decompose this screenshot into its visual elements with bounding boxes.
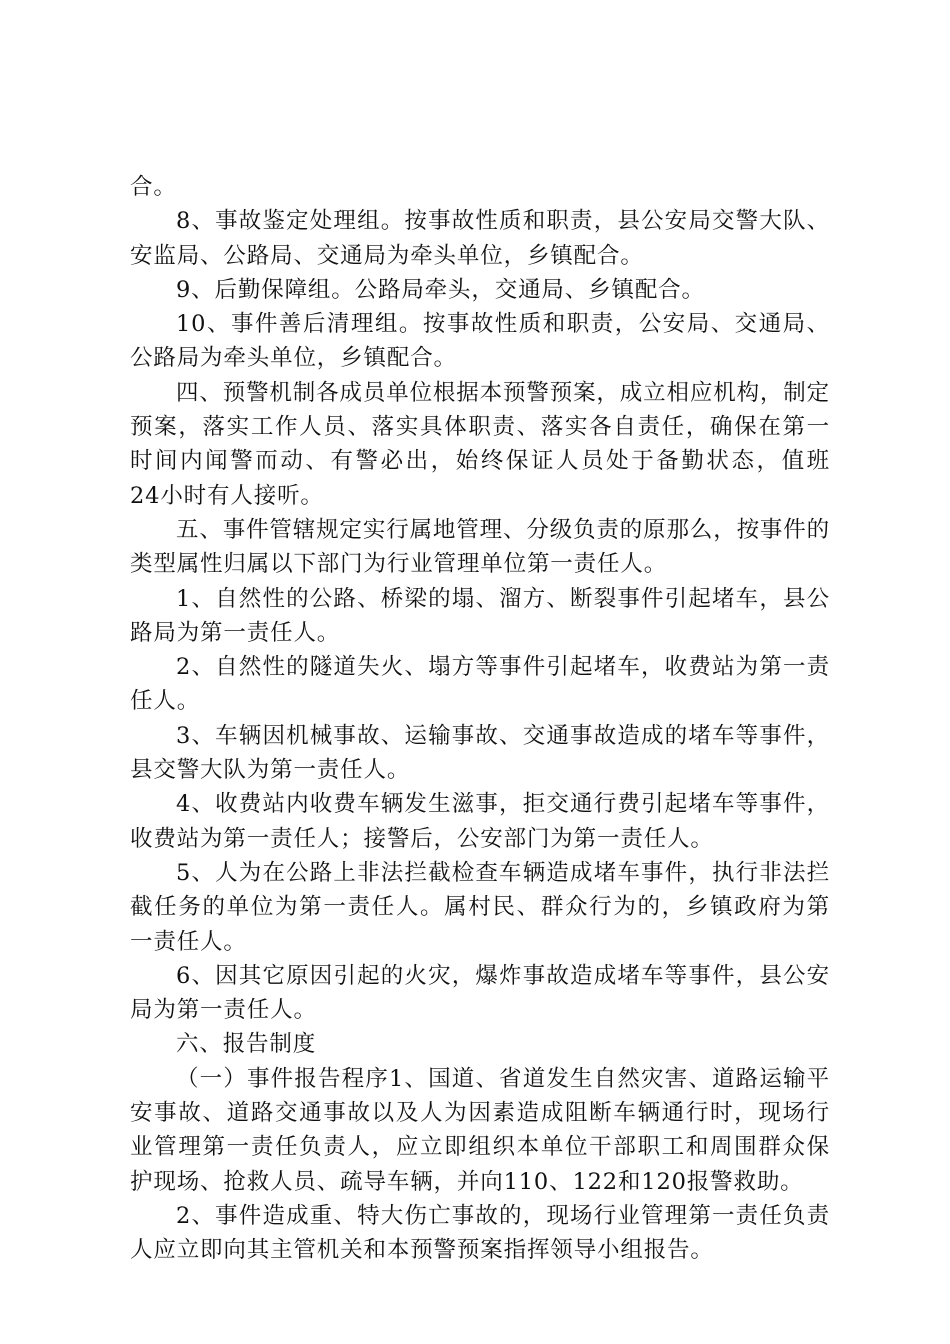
section-heading-6: 六、报告制度 — [176, 1031, 317, 1058]
paragraph-item-9: 9、后勤保障组。公路局牵头，交通局、乡镇配合。 — [176, 276, 705, 303]
paragraph-item-2: 2、自然性的隧道失火、塌方等事件引起堵车，收费站为第一责任人。 — [130, 654, 830, 715]
paragraph-item-5: 5、人为在公路上非法拦截检查车辆造成堵车事件，执行非法拦截任务的单位为第一责任人。属村民、群众行为的，乡镇政府为第一责任人。 — [130, 859, 830, 955]
paragraph-item-1: 1、自然性的公路、桥梁的塌、溜方、断裂事件引起堵车，县公路局为第一责任人。 — [130, 585, 830, 646]
paragraph-item-6: 6、因其它原因引起的火灾，爆炸事故造成堵车等事件，县公安局为第一责任人。 — [130, 962, 830, 1024]
paragraph-section-4: 四、预警机制各成员单位根据本预警预案，成立相应机构，制定预案，落实工作人员、落实具体职责、落实各自责任，确保在第一时间内闻警而动、有警必出，始终保证人员处于备勤状态，值班 24小时有人接听。 — [130, 379, 862, 509]
paragraph-continuation: 合。 — [130, 174, 177, 200]
paragraph-report-item-2: 2、事件造成重、特大伤亡事故的，现场行业管理第一责任负责人应立即向其主管机关和本预警预案指挥领导小组报告。 — [130, 1202, 830, 1264]
paragraph-item-8: 8、事故鉴定处理组。按事故性质和职责，县公安局交警大队、安监局、公路局、交通局为牵头单位，乡镇配合。 — [130, 208, 830, 269]
paragraph-report-procedure: （一）事件报告程序1、国道、省道发生自然灾害、道路运输平安事故、道路交通事故以及人为因素造成阻断车辆通行时，现场行业管理第一责任负责人，应立即组织本单位干部职工和周围群众保护现场、抢救人员、疏导车辆，并向110、122和120报警救助。 — [130, 1065, 830, 1195]
document-page — [130, 170, 862, 1268]
paragraph-section-5: 五、事件管辖规定实行属地管理、分级负责的原那么，按事件的类型属性归属以下部门为行业管理单位第一责任人。 — [130, 516, 830, 578]
paragraph-item-3: 3、车辆因机械事故、运输事故、交通事故造成的堵车等事件，县交警大队为第一责任人。 — [130, 722, 830, 784]
paragraph-item-10: 10、事件善后清理组。按事故性质和职责，公安局、交通局、公路局为牵头单位，乡镇配合。 — [130, 311, 830, 372]
paragraph-item-4: 4、收费站内收费车辆发生滋事，拒交通行费引起堵车等事件，收费站为第一责任人；接警后，公安部门为第一责任人。 — [130, 791, 830, 852]
